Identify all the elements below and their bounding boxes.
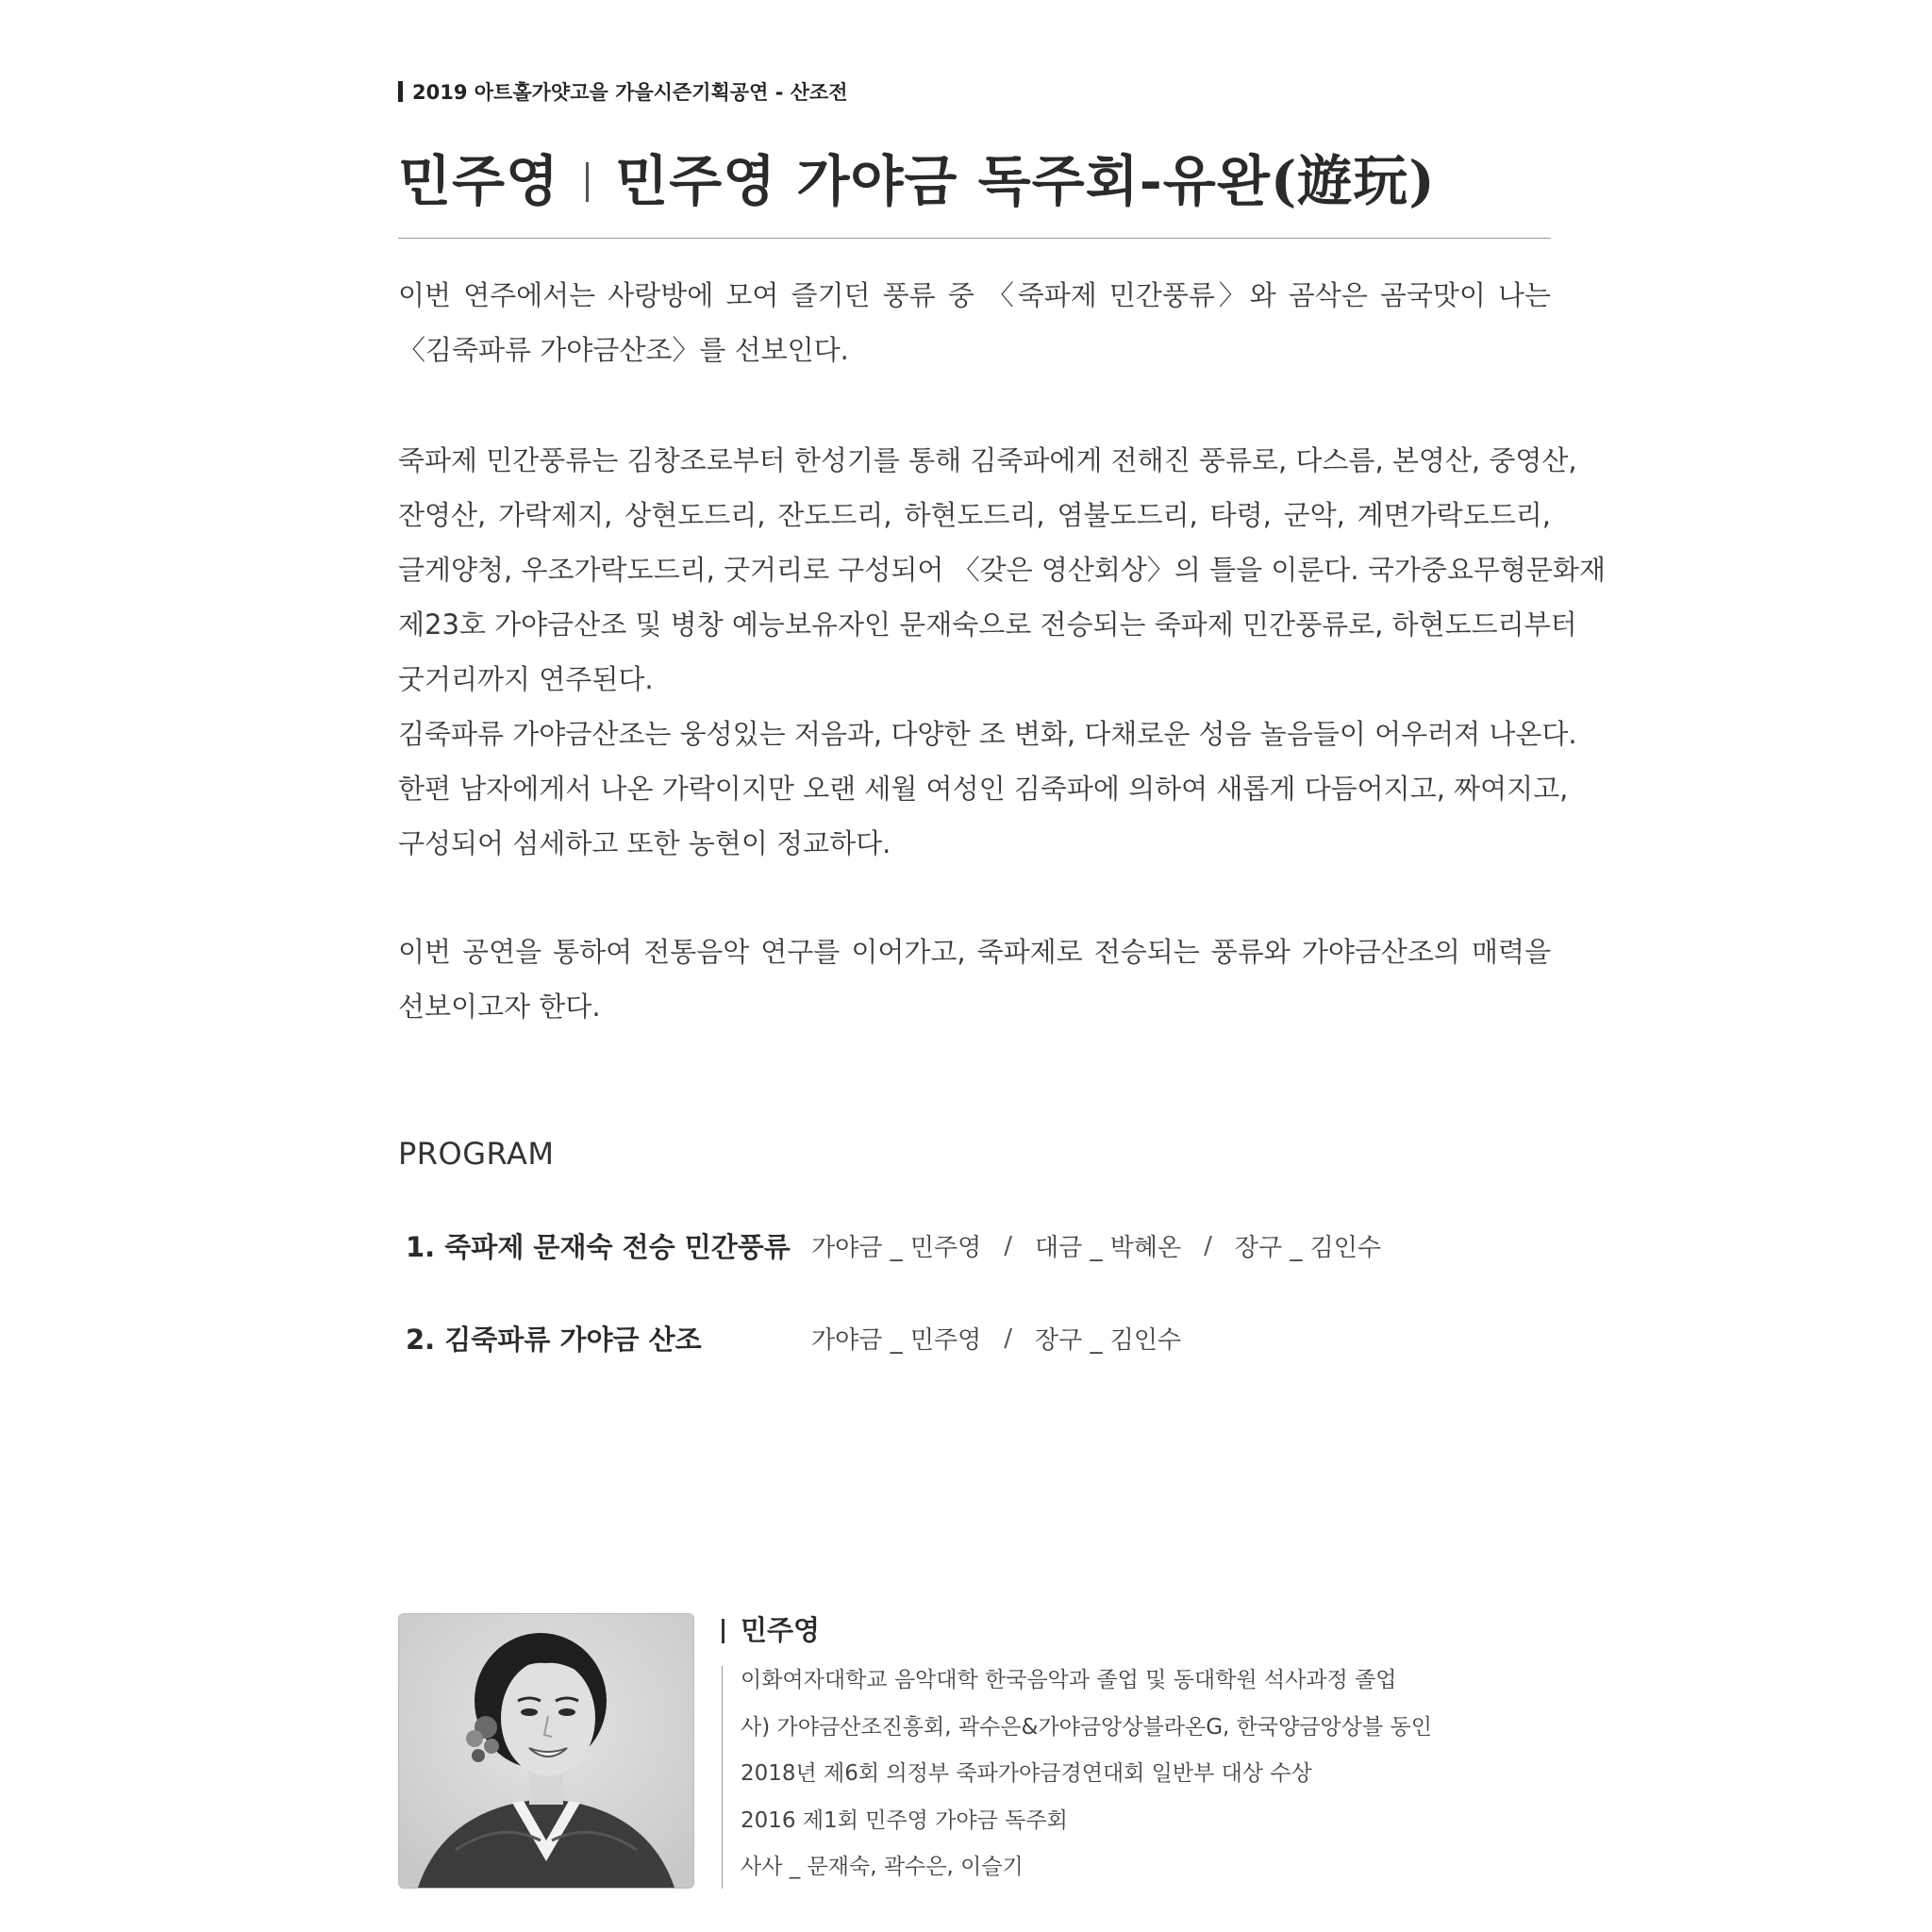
text-line: 〈김죽파류 가야금산조〉를 선보인다. [398,334,849,366]
separator: / [1004,1231,1012,1260]
intro-paragraph-2 [398,433,1606,871]
intro-paragraph-1 [398,268,1551,377]
profile-item: 이화여자대학교 음악대학 한국음악과 졸업 및 동대학원 석사과정 졸업 [741,1668,1397,1692]
title-separator [586,162,589,202]
text-line: 구성되어 섬세하고 또한 농현이 정교하다. [398,827,891,859]
profile-name-bar [722,1619,724,1643]
title-divider [398,238,1551,239]
performer: 장구 _ 김인수 [1035,1326,1182,1355]
program-item-performers [811,1228,1381,1263]
profile-divider-line [722,1666,723,1889]
subheader-bar [398,81,403,102]
artist-profile [722,1611,1495,1890]
performer: 대금 _ 박혜온 [1035,1234,1182,1262]
text-line: 제23호 가야금산조 및 병창 예능보유자인 문재숙으로 전승되는 죽파제 민간풍류로, 하현도드리부터 [398,608,1577,641]
separator: / [1004,1324,1012,1353]
text-line: 김죽파류 가야금산조는 웅성있는 저음과, 다양한 조 변화, 다채로운 성음 놀음들이 어우러져 나온다. [398,718,1577,750]
title-artist: 민주영 [398,149,560,213]
artist-photo [398,1613,694,1889]
performer: 가야금 _ 민주영 [811,1326,982,1355]
intro-paragraph-3 [398,924,1551,1034]
profile-item: 사) 가야금산조진흥회, 곽수은&가야금앙상블라온G, 한국양금앙상블 동인 [741,1715,1432,1740]
subheader [398,77,848,106]
subheader-text: 2019 아트홀가얏고을 가을시즌기획공연 - 산조전 [412,81,848,104]
performer: 장구 _ 김인수 [1234,1234,1382,1262]
program-item-title: 1. 죽파제 문재숙 전승 민간풍류 [406,1231,791,1263]
profile-item: 2016 제1회 민주영 가야금 독주회 [741,1808,1068,1833]
separator: / [1204,1231,1212,1260]
portrait-illustration [399,1614,693,1888]
text-line: 죽파제 민간풍류는 김창조로부터 한성기를 통해 김죽파에게 전해진 풍류로, 다스름, 본영산, 중영산, [398,444,1577,476]
profile-item: 2018년 제6회 의정부 죽파가야금경연대회 일반부 대상 수상 [741,1761,1312,1786]
text-line: 글게양청, 우조가락도드리, 굿거리로 구성되어 〈갖은 영산회상〉의 틀을 이룬다. 국가중요무형문화재 [398,554,1606,586]
profile-item: 사사 _ 문재숙, 곽수은, 이슬기 [741,1855,1024,1879]
text-line: 이번 연주에서는 사랑방에 모여 즐기던 풍류 중 〈죽파제 민간풍류〉와 곰삭은 곰국맛이 나는 [398,279,1551,311]
text-line: 한편 남자에게서 나온 가락이지만 오랜 세월 여성인 김죽파에 의하여 새롭게 다듬어지고, 짜여지고, [398,773,1569,805]
text-line: 잔영산, 가락제지, 상현도드리, 잔도드리, 하현도드리, 염불도드리, 타령, 군악, 계면가락도드리, [398,499,1551,531]
performer: 가야금 _ 민주영 [811,1234,982,1262]
text-line: 선보이고자 한다. [398,991,601,1023]
program-item-title: 2. 김죽파류 가야금 산조 [406,1324,702,1356]
program-item [406,1226,1538,1265]
program-item [406,1319,1538,1357]
profile-name: 민주영 [741,1614,821,1646]
text-line: 굿거리까지 연주된다. [398,663,654,695]
page-title [398,143,1551,219]
text-line: 이번 공연을 통하여 전통음악 연구를 이어가고, 죽파제로 전승되는 풍류와 가야금산조의 매력을 [398,936,1551,968]
program-item-performers [811,1321,1181,1356]
title-concert: 민주영 가야금 독주회-유완(遊玩) [615,149,1436,213]
program-heading: PROGRAM [398,1136,555,1172]
